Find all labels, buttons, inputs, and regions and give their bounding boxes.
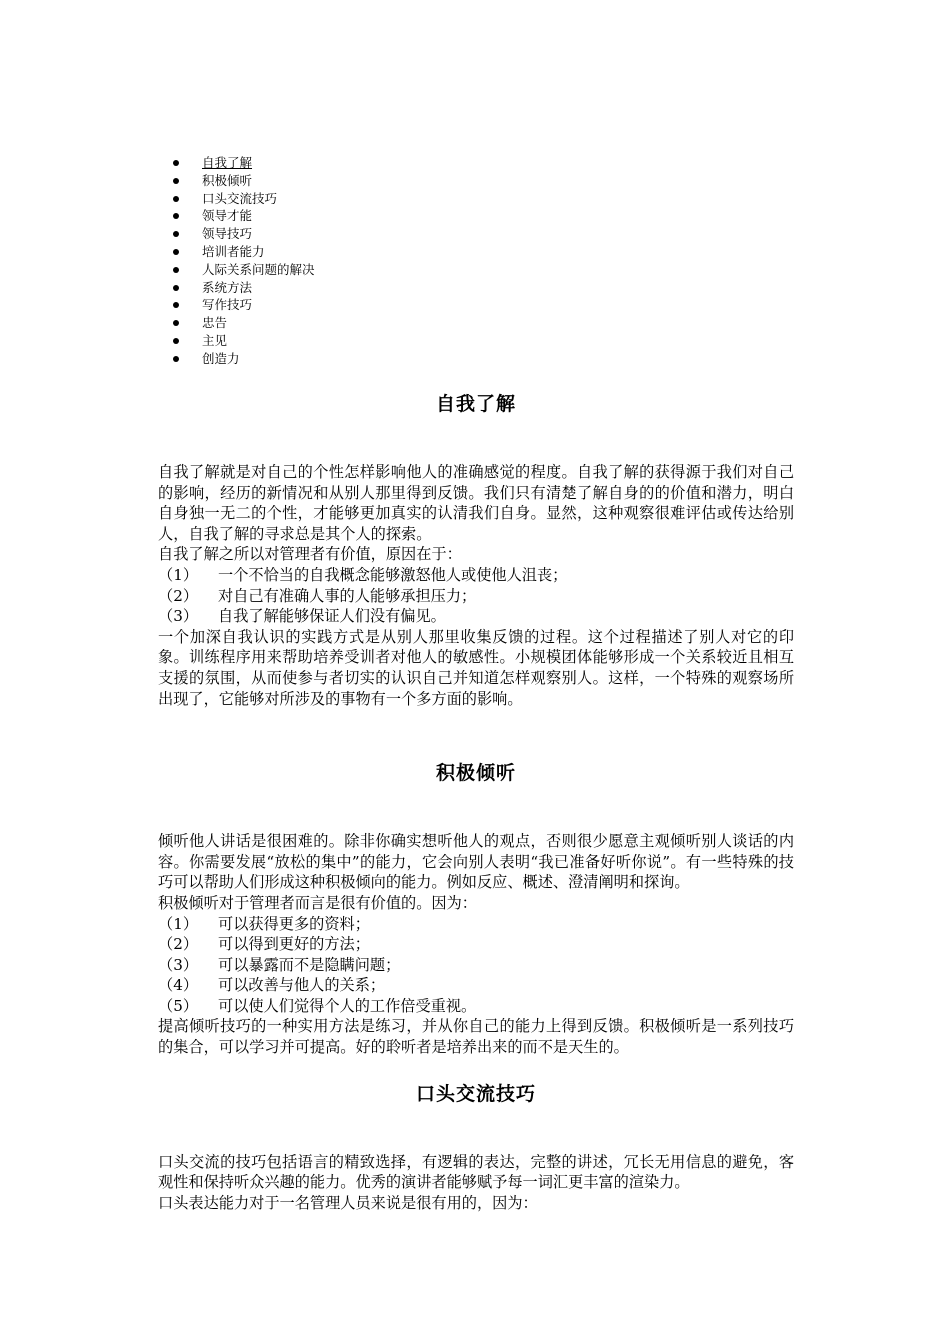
paragraph: 一个加深自我认识的实践方式是从别人那里收集反馈的过程。这个过程描述了别人对它的印象。训练程序用来帮助培养受训者对他人的敏感性。小规模团体能够形成一个关系较近且相互支援的氛围，从而使参与者切实的认识自己并知道怎样观察别人。这样，一个特殊的观察场所出现了，它能够对所涉及的事物有一个多方面的影响。: [158, 627, 794, 708]
toc-item: 写作技巧: [170, 296, 315, 314]
toc-item: 领导技巧: [170, 225, 315, 243]
paragraph: 自我了解之所以对管理者有价值，原因在于：: [158, 545, 462, 564]
toc-item: 创造力: [170, 350, 315, 368]
toc-item: 主见: [170, 332, 315, 350]
toc-item: 口头交流技巧: [170, 190, 315, 208]
list-item: （3） 自我了解能够保证人们没有偏见。: [158, 607, 446, 626]
section-heading-oral-communication: 口头交流技巧: [415, 1082, 536, 1105]
list-item: （2） 对自己有准确人事的人能够承担压力；: [158, 586, 477, 605]
toc-item-self-awareness[interactable]: [170, 154, 315, 172]
table-of-contents: [170, 154, 315, 368]
toc-item: 人际关系问题的解决: [170, 261, 315, 279]
list-item: （5） 可以使人们觉得个人的工作倍受重视。: [158, 996, 477, 1015]
toc-item: 培训者能力: [170, 243, 315, 261]
paragraph: 口头交流的技巧包括语言的精致选择，有逻辑的表达，完整的讲述，冗长无用信息的避免，客观性和保持听众兴趣的能力。优秀的演讲者能够赋予每一词汇更丰富的渲染力。: [158, 1152, 794, 1192]
toc-link[interactable]: 自我了解: [202, 155, 253, 170]
toc-item: 忠告: [170, 314, 315, 332]
paragraph: 口头表达能力对于一名管理人员来说是很有用的，因为：: [158, 1193, 538, 1212]
list-item: （3） 可以暴露而不是隐瞒问题；: [158, 955, 401, 974]
document-body: [158, 388, 794, 1213]
toc-item: 领导才能: [170, 207, 315, 225]
section-heading-active-listening: 积极倾听: [435, 762, 516, 785]
paragraph: 积极倾听对于管理者而言是很有价值的。因为：: [158, 893, 477, 912]
section-heading-self-awareness: 自我了解: [435, 393, 516, 415]
toc-item: 系统方法: [170, 279, 315, 297]
toc-item: 积极倾听: [170, 172, 315, 190]
list-item: （2） 可以得到更好的方法；: [158, 935, 370, 954]
list-item: （1） 可以获得更多的资料；: [158, 914, 370, 933]
list-item: （1） 一个不恰当的自我概念能够激怒他人或使他人沮丧；: [158, 565, 568, 584]
list-item: （4） 可以改善与他人的关系；: [158, 976, 386, 995]
paragraph: 自我了解就是对自己的个性怎样影响他人的准确感觉的程度。自我了解的获得源于我们对自己的影响，经历的新情况和从别人那里得到反馈。我们只有清楚了解自身的的价值和潜力，明白自身独一无二的个性，才能够更加真实的认清我们自身。显然，这种观察很难评估或传达给别人，自我了解的寻求总是其个人的探索。: [158, 463, 794, 543]
paragraph: 倾听他人讲话是很困难的。除非你确实想听他人的观点，否则很少愿意主观倾听别人谈话的内容。你需要发展“放松的集中”的能力，它会向别人表明“我已准备好听你说”。有一些特殊的技巧可以帮助人们形成这种积极倾向的能力。例如反应、概述、澄清阐明和探询。: [158, 832, 794, 892]
paragraph: 提高倾听技巧的一种实用方法是练习，并从你自己的能力上得到反馈。积极倾听是一系列技巧的集合，可以学习并可提高。好的聆听者是培养出来的而不是天生的。: [158, 1017, 794, 1057]
